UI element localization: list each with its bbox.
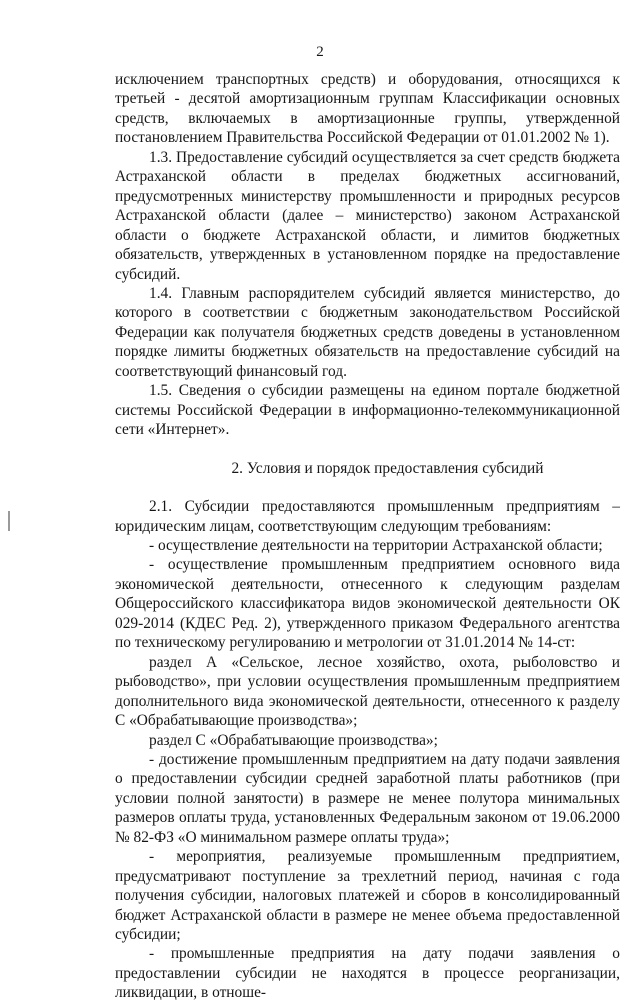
paragraph-continuation: исключением транспортных средств) и оборудования, относящихся к третьей - десятой амортизационным группам Классификации основных средств, включаемых в амортизационные группы, утвержденной постановлением Правительства Российской Федерации от 01.01.2002 № 1). (115, 71, 620, 147)
page-number: 2 (316, 44, 324, 60)
binding-mark (8, 511, 10, 531)
paragraph-1-5: 1.5. Сведения о субсидии размещены на едином портале бюджетной системы Российской Федерации в информационно-телекоммуникационной сети «Интернет». (115, 382, 620, 439)
requirement-item: - мероприятия, реализуемые промышленным предприятием, предусматривают поступление за трехлетний период, начиная с года получения субсидии, налоговых платежей и сборов в консолидированный бюджет Астраханской области в размере не менее объема предоставленной субсидии; (115, 848, 620, 944)
spacer (115, 440, 620, 459)
requirement-item: - осуществление деятельности на территории Астраханской области; (149, 536, 603, 554)
requirement-item: - осуществление промышленным предприятием основного вида экономической деятельности, отнесенного к следующим разделам Общероссийского классификатора видов экономической деятельности ОК 029-2014 (КДЕС Ред. 2), утвержденного приказом Федерального агентства по техническому регулированию и метрологии от 31.01.2014 № 14-ст: (115, 556, 620, 652)
paragraph-1-3: 1.3. Предоставление субсидий осуществляется за счет средств бюджета Астраханской области в пределах бюджетных ассигнований, предусмотренных министерству промышленности и природных ресурсов Астраханской области (далее – министерство) законом Астраханской области о бюджете Астраханской области, и лимитов бюджетных обязательств, утвержденных в установленном порядке на предоставление субсидий. (115, 148, 620, 283)
requirement-item: - промышленные предприятия на дату подачи заявления о предоставлении субсидии не находятся в процессе реорганизации, ликвидации, в отноше- (115, 945, 620, 1002)
classifier-section-a: раздел А «Сельское, лесное хозяйство, охота, рыболовство и рыбоводство», при условии осуществления промышленным предприятием дополнительного вида экономической деятельности, отнесенного к разделу С «Обрабатывающие производства»; (115, 653, 620, 730)
section-heading: 2. Условия и порядок предоставления субсидий (231, 459, 544, 477)
requirement-item: - достижение промышленным предприятием на дату подачи заявления о предоставлении субсидии средней заработной платы работников (при условии полной занятости) в размере не менее полутора минимальных размеров оплаты труда, установленных Федеральным законом от 19.06.2000 № 82-ФЗ «О минимальном размере оплаты труда»; (115, 750, 620, 846)
document-body (115, 70, 620, 1003)
classifier-section-c: раздел С «Обрабатывающие производства»; (149, 731, 438, 749)
paragraph-2-1: 2.1. Субсидии предоставляются промышленным предприятиям – юридическим лицам, соответствующим следующим требованиям: (115, 498, 620, 535)
spacer (115, 478, 620, 497)
paragraph-1-4: 1.4. Главным распорядителем субсидий является министерство, до которого в соответствии с бюджетным законодательством Российской Федерации как получателя бюджетных средств доведены в установленном порядке лимиты бюджетных обязательств на предоставление субсидий на соответствующий финансовый год. (115, 284, 620, 380)
